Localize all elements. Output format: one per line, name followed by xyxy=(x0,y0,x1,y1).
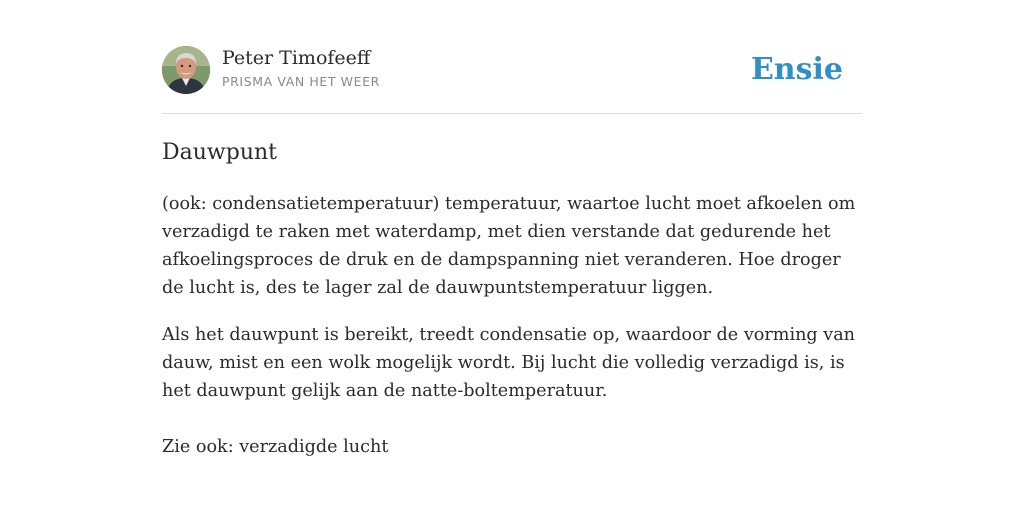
entry-card xyxy=(162,0,862,512)
author-header xyxy=(162,46,862,96)
header-divider xyxy=(162,113,862,114)
see-also xyxy=(162,433,862,461)
entry-paragraph-1: (ook: condensatietemperatuur) temperatuur, waartoe lucht moet afkoelen om verzadigd te raken met waterdamp, met dien verstande dat gedurende het afkoelingsproces de druk en de dampspanning niet veranderen. Hoe droger de lucht is, des te lager zal de dauwpuntstemperatuur liggen. xyxy=(162,194,856,298)
author-source[interactable]: PRISMA VAN HET WEER xyxy=(222,74,380,89)
entry-title: Dauwpunt xyxy=(162,140,278,165)
see-also-link[interactable]: verzadigde lucht xyxy=(239,437,389,457)
brand-logo[interactable]: Ensie xyxy=(750,52,843,87)
see-also-prefix: Zie ook: xyxy=(162,437,240,457)
author-avatar xyxy=(162,46,210,94)
author-name[interactable]: Peter Timofeeff xyxy=(222,47,371,69)
entry-paragraph-2: Als het dauwpunt is bereikt, treedt condensatie op, waardoor de vorming van dauw, mist en een wolk mogelijk wordt. Bij lucht die volledig verzadigd is, is het dauwpunt gelijk aan de natte-boltemperatuur. xyxy=(162,325,856,401)
